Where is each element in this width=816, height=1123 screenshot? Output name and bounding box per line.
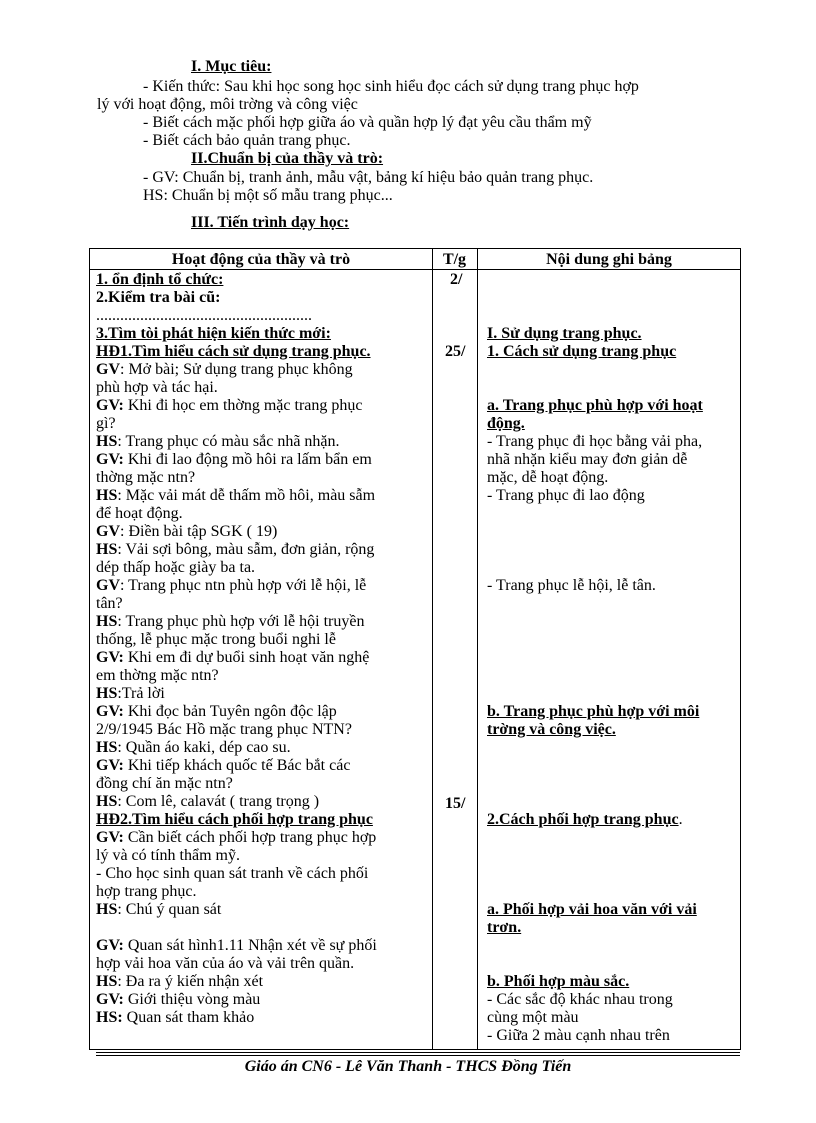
text: : Quần áo kaki, dép cao su. — [117, 739, 291, 756]
para: đồng chí ăn mặc ntn? — [96, 775, 233, 792]
para — [96, 577, 366, 595]
para — [96, 1009, 254, 1027]
text: Khi đi lao động mồ hôi ra lấm bẩn em — [123, 451, 372, 468]
speaker: HS — [96, 433, 118, 450]
para — [96, 973, 263, 991]
text: Khi đi học em thờng mặc trang phục — [123, 397, 363, 414]
speaker: GV: — [96, 397, 124, 414]
text: : Đa ra ý kiến nhận xét — [117, 973, 264, 990]
prep-line-2: HS: Chuẩn bị một số mẫu trang phục... — [143, 187, 393, 204]
header-time: T/g — [442, 251, 467, 268]
para: hợp vải hoa văn của áo và vải trên quần. — [96, 955, 355, 972]
text: Khi tiếp khách quốc tế Bác bắt các — [123, 757, 351, 774]
para: tân? — [96, 595, 123, 612]
step-2: 2.Kiểm tra bài cũ: — [96, 289, 221, 306]
objective-line-3: - Biết cách mặc phối hợp giữa áo và quần hợp lý đạt yêu cầu thẩm mỹ — [143, 114, 592, 131]
section3-title: III. Tiến trình dạy học: — [191, 214, 350, 231]
step-1: 1. ổn định tổ chức: — [96, 271, 224, 288]
content-heading-5-dot: . — [678, 811, 683, 828]
content-heading-3: a. Trang phục phù hợp với hoạt — [487, 397, 703, 414]
speaker: GV: — [96, 829, 124, 846]
speaker: HS — [96, 613, 118, 630]
text: Giới thiệu vòng màu — [123, 991, 261, 1008]
speaker: GV — [96, 577, 120, 594]
section1-title: I. Mục tiêu: — [191, 58, 272, 75]
footer-rule-top — [96, 1052, 740, 1053]
content-text: - Trang phục đi lao động — [487, 487, 645, 504]
objective-line-2: lý với hoạt động, môi trờng và công việc — [97, 96, 358, 113]
para — [96, 523, 277, 541]
content-heading-5 — [487, 811, 683, 829]
text: : Chú ý quan sát — [117, 901, 222, 918]
speaker: GV: — [96, 451, 124, 468]
para: dép thấp hoặc giày ba ta. — [96, 559, 256, 576]
para — [96, 361, 353, 379]
para: 2/9/1945 Bác Hồ mặc trang phục NTN? — [96, 721, 352, 738]
para: phù hợp và tác hại. — [96, 379, 218, 396]
content-heading-7: b. Phối hợp màu sắc. — [487, 973, 630, 990]
para: em thờng mặc ntn? — [96, 667, 219, 684]
page-footer: Giáo án CN6 - Lê Văn Thanh - THCS Đồng Tiến — [244, 1058, 572, 1075]
text: : Mở bài; Sử dụng trang phục không — [120, 361, 353, 378]
para — [96, 541, 374, 559]
col-divider-2 — [477, 249, 478, 1049]
text: Khi đọc bản Tuyên ngôn độc lập — [123, 703, 337, 720]
text: : Vải sợi bông, màu sẫm, đơn giản, rộng — [117, 541, 375, 558]
text: : Trang phục có màu sắc nhã nhặn. — [117, 433, 340, 450]
para — [96, 901, 221, 919]
content-text: - Các sắc độ khác nhau trong — [487, 991, 673, 1008]
header-activities: Hoạt động của thầy và trò — [171, 251, 351, 268]
speaker: HS — [96, 487, 118, 504]
header-divider — [90, 269, 740, 270]
col-divider-1 — [432, 249, 433, 1049]
para — [96, 613, 364, 631]
text: Quan sát hình1.11 Nhận xét về sự phối — [123, 937, 377, 954]
para — [96, 703, 337, 721]
para — [96, 991, 260, 1009]
speaker: GV: — [96, 991, 124, 1008]
time-3: 15/ — [445, 795, 466, 812]
para — [96, 451, 372, 469]
para: thống, lễ phục mặc trong buổi nghi lễ — [96, 631, 336, 648]
content-text: - Giữa 2 màu cạnh nhau trên — [487, 1027, 670, 1044]
objective-line-4: - Biết cách bảo quản trang phục. — [143, 132, 351, 149]
activity-2-title: HĐ2.Tìm hiểu cách phối hợp trang phục — [96, 811, 373, 828]
content-text: nhã nhặn kiểu may đơn giản dễ — [487, 451, 688, 468]
text: : Trang phục phù hợp với lễ hội truyền — [117, 613, 365, 630]
content-text: - Trang phục lễ hội, lễ tân. — [487, 577, 656, 594]
speaker: GV — [96, 361, 120, 378]
para — [96, 685, 165, 703]
para: hợp trang phục. — [96, 883, 197, 900]
speaker: HS — [96, 739, 118, 756]
content-heading-2: 1. Cách sử dụng trang phục — [487, 343, 677, 360]
lesson-table — [89, 248, 741, 1050]
speaker: GV: — [96, 703, 124, 720]
dotted-line: ...................................................... — [96, 307, 312, 324]
para — [96, 487, 375, 505]
speaker: HS — [96, 685, 118, 702]
speaker: GV: — [96, 649, 124, 666]
para: thờng mặc ntn? — [96, 469, 196, 486]
para — [96, 649, 369, 667]
para — [96, 793, 319, 811]
text: : Điền bài tập SGK ( 19) — [120, 523, 278, 540]
footer-rule-bottom — [96, 1055, 740, 1056]
content-heading-4: b. Trang phục phù hợp với môi — [487, 703, 700, 720]
header-content: Nội dung ghi bảng — [546, 251, 672, 268]
speaker: GV: — [96, 757, 124, 774]
speaker: GV: — [96, 937, 124, 954]
content-heading-6b: trơn. — [487, 919, 522, 936]
para — [96, 397, 362, 415]
activity-1-title: HĐ1.Tìm hiểu cách sử dụng trang phục. — [96, 343, 371, 360]
content-heading-4b: trờng và công việc. — [487, 721, 616, 738]
text: :Trả lời — [117, 685, 165, 702]
para — [96, 433, 340, 451]
para: - Cho học sinh quan sát tranh về cách phối — [96, 865, 369, 882]
para — [96, 937, 377, 955]
section2-title: II.Chuẩn bị của thầy và trò: — [191, 150, 384, 167]
step-3: 3.Tìm tòi phát hiện kiến thức mới: — [96, 325, 331, 342]
speaker: GV — [96, 523, 120, 540]
text: Cần biết cách phối hợp trang phục hợp — [123, 829, 377, 846]
para — [96, 739, 291, 757]
time-2: 25/ — [445, 343, 466, 360]
content-heading-1: I. Sử dụng trang phục. — [487, 325, 642, 342]
para: lý và có tính thẩm mỹ. — [96, 847, 240, 864]
content-text: - Trang phục đi học bằng vải pha, — [487, 433, 703, 450]
time-1: 2/ — [450, 271, 463, 288]
text: : Com lê, calavát ( trang trọng ) — [117, 793, 320, 810]
para — [96, 757, 350, 775]
content-heading-3b: động. — [487, 415, 525, 432]
objective-line-1: - Kiến thức: Sau khi học song học sinh hiểu đọc cách sử dụng trang phục hợp — [143, 78, 639, 95]
para — [96, 829, 376, 847]
content-text: cùng một màu — [487, 1009, 579, 1026]
para: gì? — [96, 415, 116, 432]
speaker: HS: — [96, 1009, 123, 1026]
text: : Trang phục ntn phù hợp với lễ hội, lễ — [120, 577, 367, 594]
speaker: HS — [96, 793, 118, 810]
prep-line-1: - GV: Chuẩn bị, tranh ảnh, mẫu vật, bảng kí hiệu bảo quản trang phục. — [143, 169, 594, 186]
speaker: HS — [96, 973, 118, 990]
speaker: HS — [96, 901, 118, 918]
content-text: mặc, dễ hoạt động. — [487, 469, 609, 486]
content-heading-6: a. Phối hợp vải hoa văn với vải — [487, 901, 697, 918]
text: Khi em đi dự buổi sinh hoạt văn nghệ — [123, 649, 370, 666]
content-heading-5-text: 2.Cách phối hợp trang phục — [487, 811, 679, 828]
text: : Mặc vải mát dễ thấm mồ hôi, màu sẫm — [117, 487, 376, 504]
para: để hoạt động. — [96, 505, 183, 522]
speaker: HS — [96, 541, 118, 558]
text: Quan sát tham khảo — [122, 1009, 255, 1026]
